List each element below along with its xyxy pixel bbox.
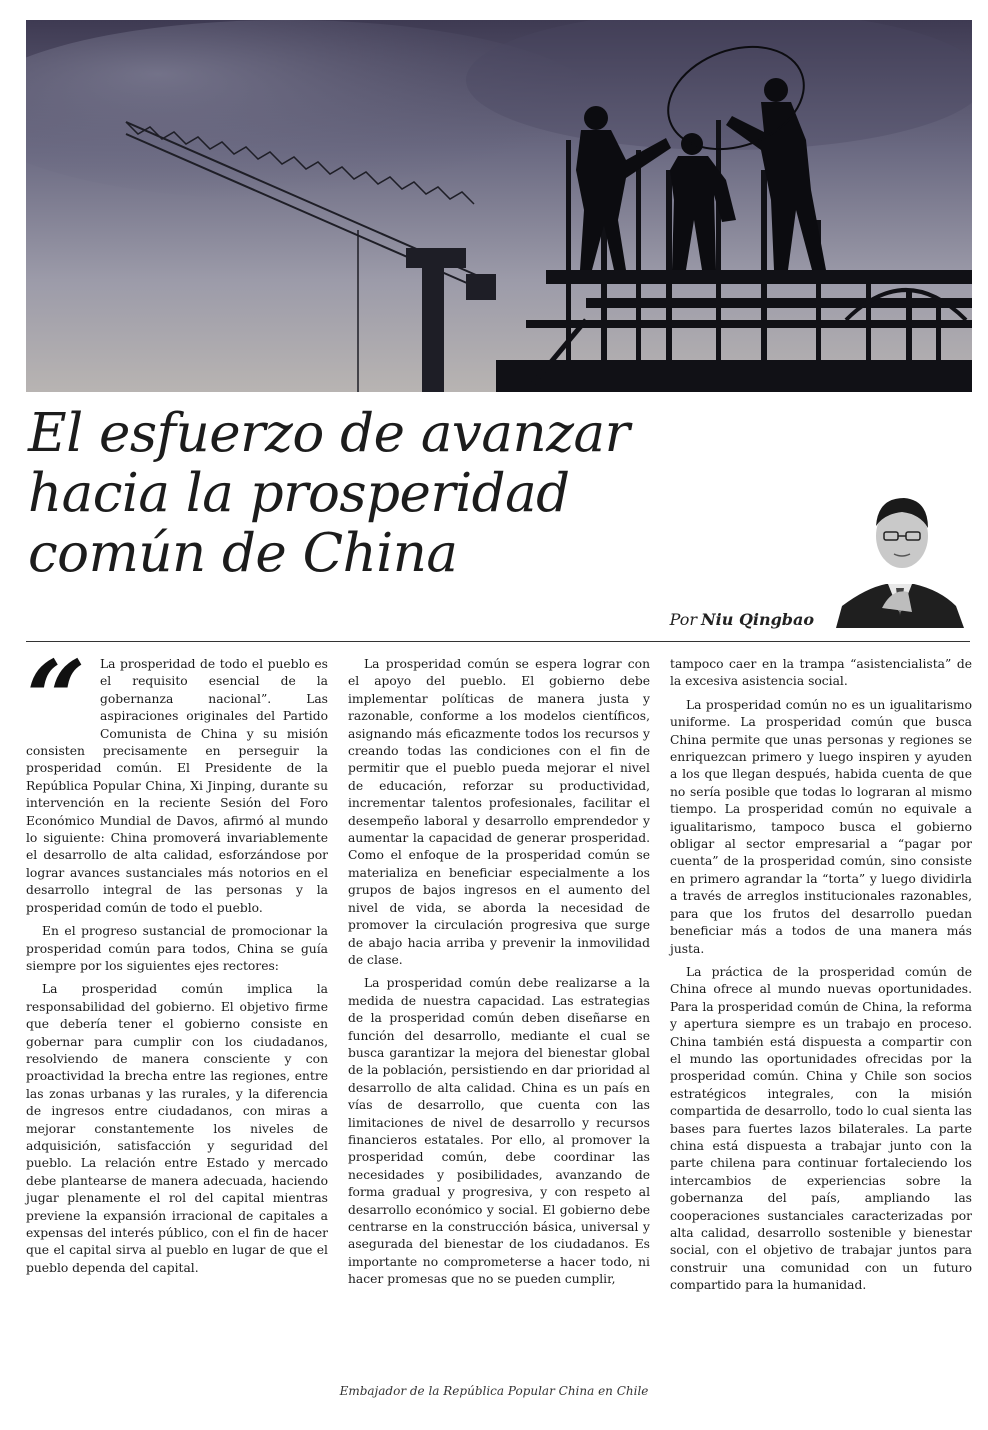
article-paragraph: tampoco caer en la trampa “asistencialista” de la excesiva asistencia social. (670, 657, 972, 689)
header-divider (26, 641, 970, 642)
article-paragraph: La prosperidad común se espera lograr con el apoyo del pueblo. El gobierno debe implementar políticas de manera justa y razonable, conforme a los modelos científicos, asignando más eficazmente todos los recursos y creando todas las condiciones con el fin de permitir que el pueblo pueda mejorar el nivel de educación, reforzar su productividad, incrementar talentos profesionales, facilitar el desempeño laboral y desarrollo emprendedor y aumentar la capacidad de generar prosperidad. Como el enfoque de la prosperidad común se materializa en beneficiar especialmente a los grupos de bajos ingresos en el aumento del nivel de vida, se aborda la necesidad de promover la circulación progresiva que surge de abajo hacia arriba y prevenir la inmovilidad de clase. (348, 657, 650, 967)
construction-workers-silhouette (26, 20, 972, 392)
article-column-1 (26, 637, 328, 1376)
opening-quote-mark: “ (26, 637, 80, 760)
article-paragraph: La prosperidad de todo el pueblo es el requisito esencial de la gobernanza nacional”. Las aspiraciones originales del Partido Comunista de China y su misión consisten precisamente en perseguir la prosperidad común. El Presidente de la República Popular China, Xi Jinping, durante su intervención en la reciente Sesión del Foro Económico Mundial de Davos, afirmó al mundo lo siguiente: China promoverá invariablemente el desarrollo de alta calidad, esforzándose por lograr avances sustanciales más notorios en el desarrollo integral de las personas y la prosperidad común de todo el pueblo. (26, 657, 328, 915)
byline-author-name: Niu Qingbao (701, 610, 814, 629)
author-photo (836, 488, 964, 628)
article-paragraph: La práctica de la prosperidad común de China ofrece al mundo nuevas oportunidades. Para la prosperidad común de China, la reforma y apertura siempre es un trabajo en proceso. China también está dispuesta a compartir con el mundo las oportunidades ofrecidas por la prosperidad común. China y Chile son socios estratégicos integrales, con la misión compartida de desarrollo, todo lo cual sienta las bases para fuertes lazos bilaterales. La parte china está dispuesta a trabajar junto con la parte chilena para continuar fortaleciendo los intercambios de experiencias sobre la gobernanza del país, ampliando las cooperaciones sustanciales caracterizadas por alta calidad, desarrollo sostenible y bienestar social, con el objetivo de trabajar juntos para construir una comunidad con un futuro compartido para la humanidad. (670, 964, 972, 1293)
author-title-footer: Embajador de la República Popular China en Chile (339, 1384, 649, 1398)
article-headline: El esfuerzo de avanzar hacia la prosperidad común de China (28, 403, 630, 584)
byline-prefix: Por (669, 610, 698, 629)
article-paragraph: La prosperidad común implica la responsabilidad del gobierno. El objetivo firme que debería tener el gobierno consiste en gobernar para cumplir con los ciudadanos, resolviendo de manera consciente y con proactividad la brecha entre las regiones, entre las zonas urbanas y las rurales, y la diferencia de ingresos entre ciudadanos, con miras a mejorar constantemente los niveles de adquisición, satisfacción y seguridad del pueblo. La relación entre Estado y mercado debe plantearse de manera adecuada, haciendo jugar plenamente el rol del capital mientras previene la expansión irracional de capitales a expensas del interés público, con el fin de hacer que el capital sirva al pueblo en lugar de que el pueblo dependa del capital. (26, 982, 328, 1275)
article-column-3 (670, 656, 972, 1376)
author-portrait (836, 488, 964, 628)
hero-photo (26, 20, 972, 392)
article-paragraph: En el progreso sustancial de promocionar la prosperidad común para todos, China se guía siempre por los siguientes ejes rectores: (26, 924, 328, 973)
article-paragraph: La prosperidad común debe realizarse a la medida de nuestra capacidad. Las estrategias de la prosperidad común deben diseñarse en función del desarrollo, mediante el cual se busca garantizar la mejora del bienestar global de la población, persistiendo en dar prioridad al desarrollo de alta calidad. China es un país en vías de desarrollo, que cuenta con las limitaciones de nivel de desarrollo y recursos financieros estatales. Por ello, al promover la prosperidad común, debe coordinar las necesidades y posibilidades, avanzando de forma gradual y progresiva, y con respeto al desarrollo económico y social. El gobierno debe centrarse en la construcción básica, universal y asegurada del bienestar de los ciudadanos. Es importante no comprometerse a hacer todo, ni hacer promesas que no se pueden cumplir, (348, 976, 650, 1287)
article-byline (670, 610, 814, 629)
article-paragraph: La prosperidad común no es un igualitarismo uniforme. La prosperidad común que busca China permite que unas personas y regiones se enriquezcan primero y luego inspiren y ayuden a los que llegan después, habida cuenta de que no sería posible que todas lo lograran al mismo tiempo. La prosperidad común no equivale a igualitarismo, tampoco busca el gobierno obligar al sector empresarial a “pagar por cuenta” de la prosperidad común, sino consiste en primero agrandar la “torta” y luego dividirla a través de arreglos institucionales razonables, para que los frutos del desarrollo puedan beneficiar más a todos de una manera más justa. (670, 697, 972, 956)
article-body (26, 637, 972, 1376)
article-column-2 (348, 656, 650, 1376)
